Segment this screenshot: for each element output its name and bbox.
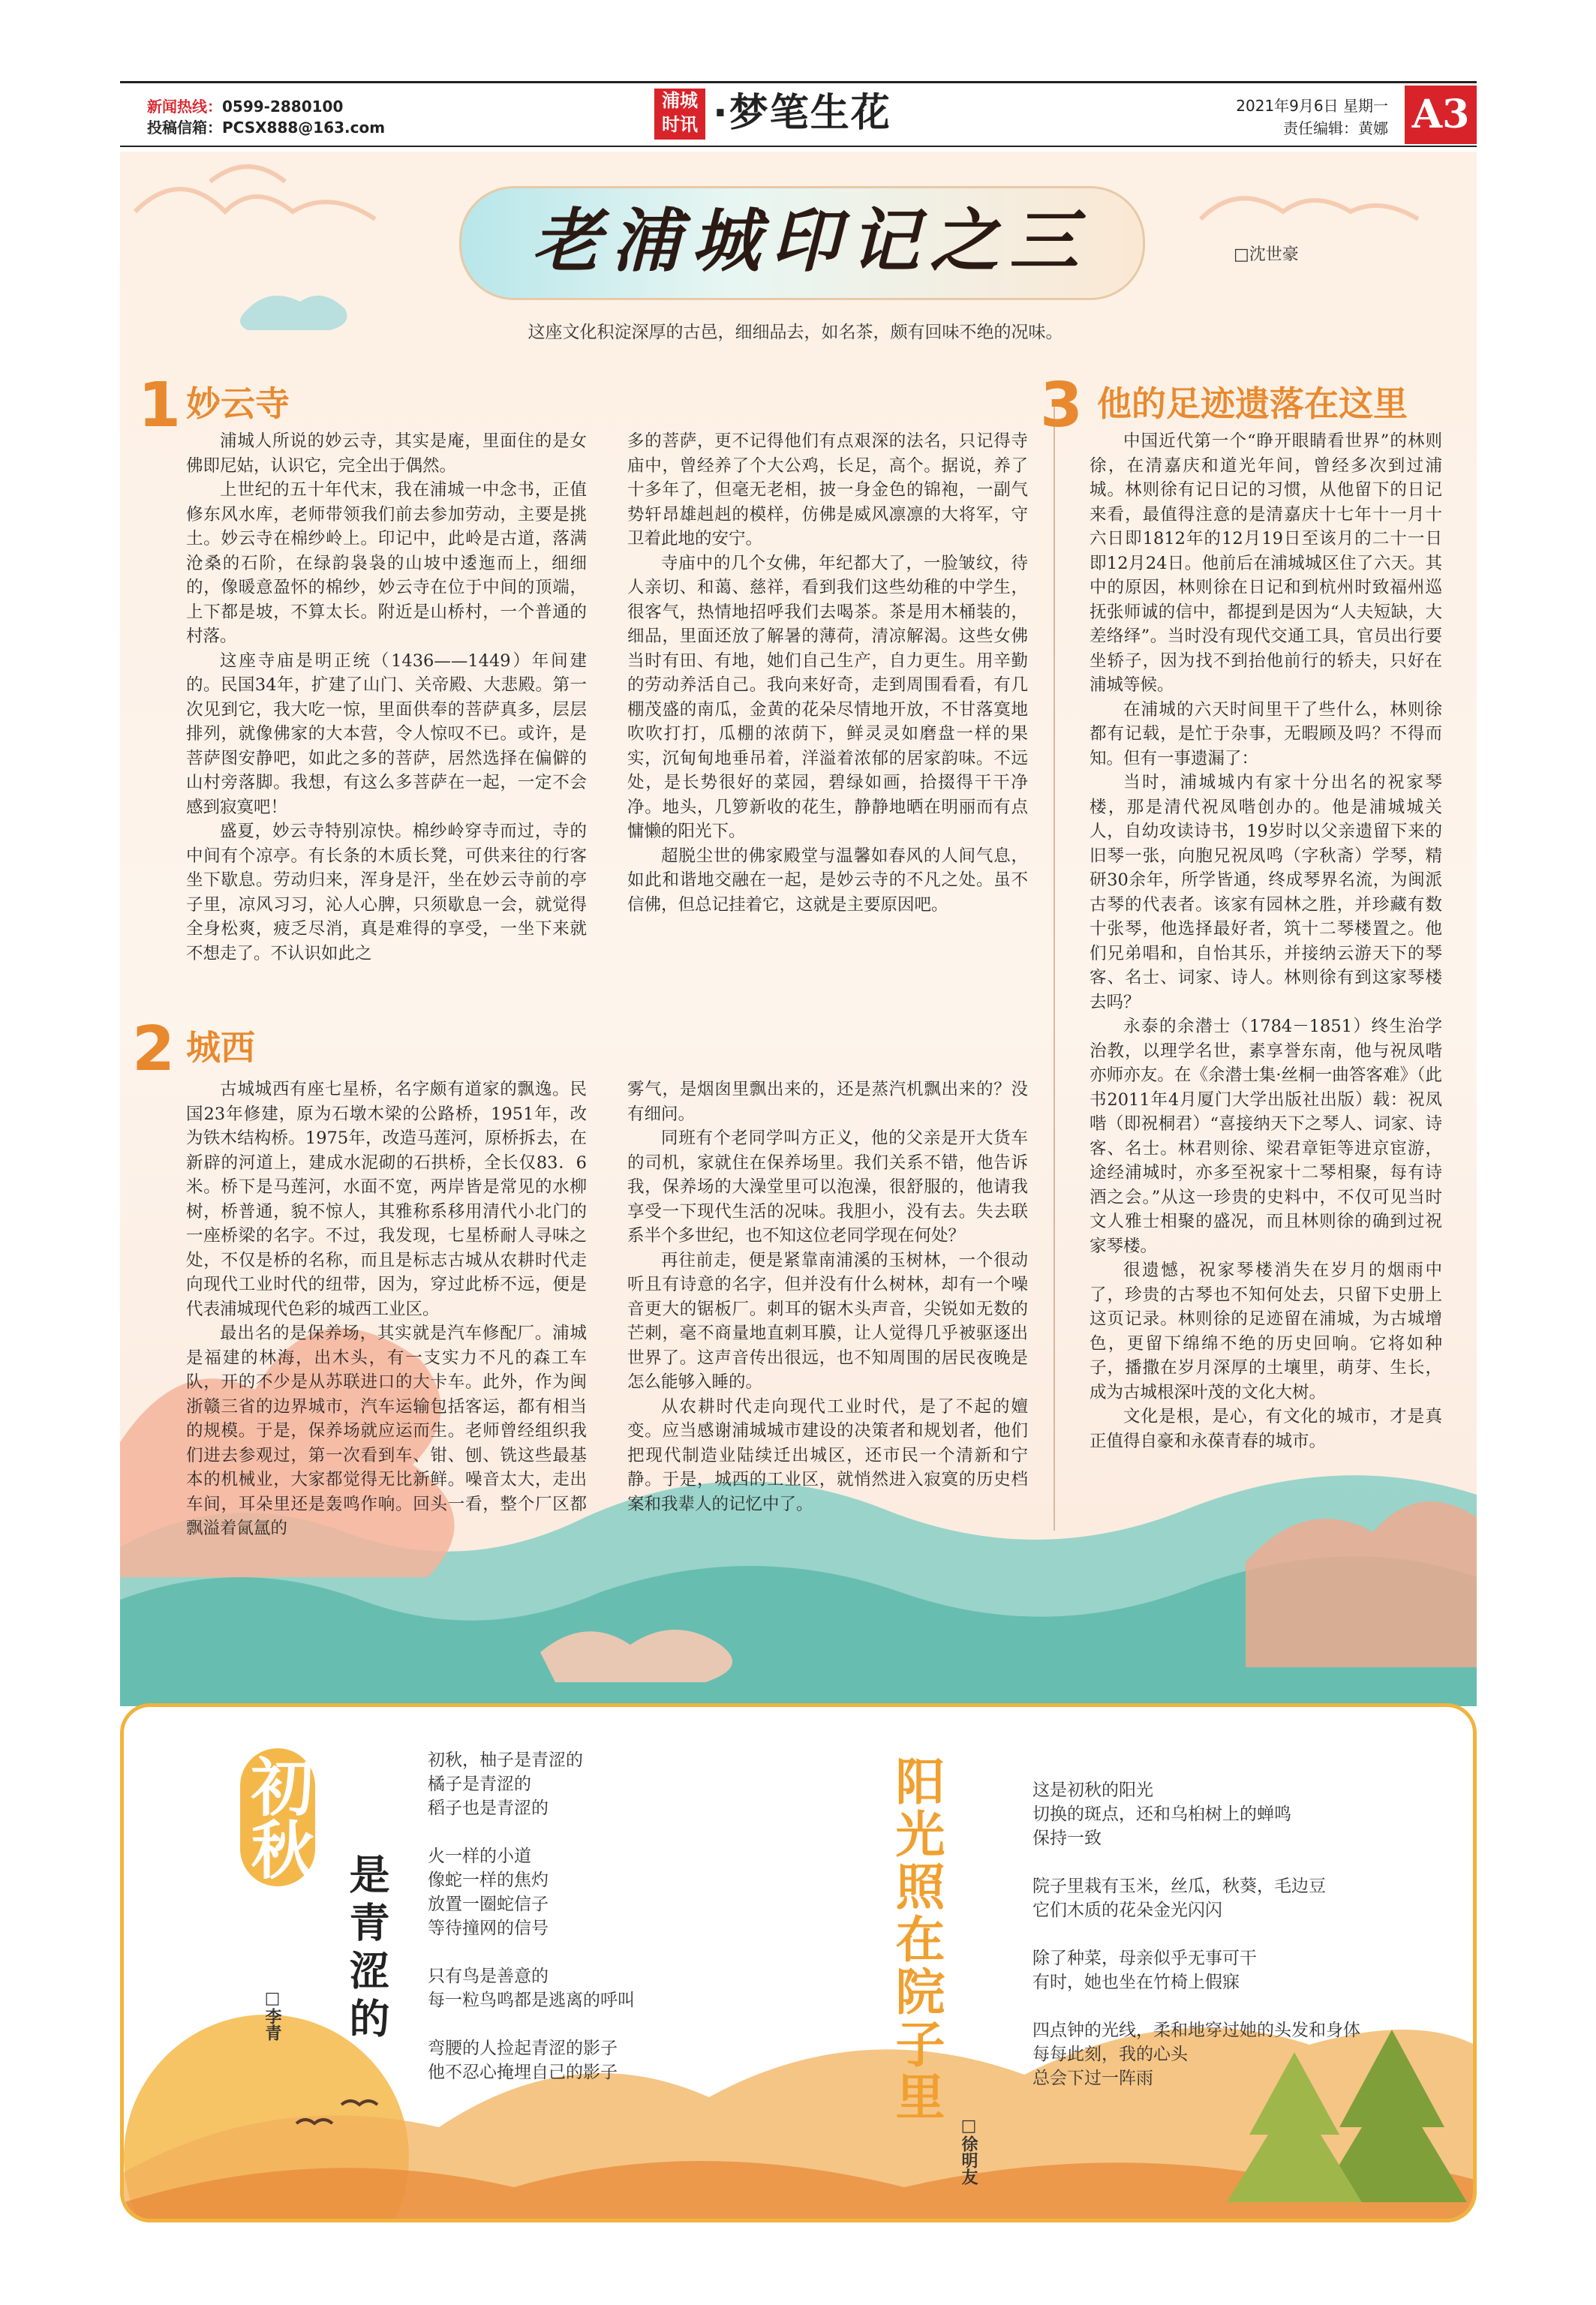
poem-line: 总会下过一阵雨 bbox=[1032, 2069, 1153, 2088]
poem-1-subtitle: 是青涩的 bbox=[343, 1853, 391, 2045]
paragraph: 很遗憾，祝家琴楼消失在岁月的烟雨中了，珍贵的古琴也不知何处去，只留下史册上这页记录。林则徐的足迹留在浦城，为古城增色，更留下绵绵不绝的历史回响。它将如种子，播撒在岁月深厚的土壤里，萌芽、生长，成为古城根深叶茂的文化大树。 bbox=[1090, 1261, 1442, 1402]
brand-line-2: 时讯 bbox=[662, 114, 698, 135]
paragraph: 在浦城的六天时间里干了些什么，林则徐都有记载，是忙于杂事，无暇顾及吗？不得而知。但有一事遗漏了： bbox=[1090, 699, 1442, 768]
paragraph: 当时，浦城城内有家十分出名的祝家琴楼，那是清代祝凤喈创办的。他是浦城城关人，自幼攻读诗书，19岁时以父亲遗留下来的旧琴一张，向胞兄祝凤鸣（字秋斋）学琴，精研30余年，所学皆通，终成琴界名流，为闽派古琴的代表者。该家有园林之胜，并珍藏有数十张琴，他选择最好者，筑十二琴楼置之。他们兄弟唱和，自怡其乐，并接纳云游天下的琴客、名士、词家、诗人。林则徐有到这家琴楼去吗？ bbox=[1090, 773, 1442, 1012]
paragraph: 上世纪的五十年代末，我在浦城一中念书，正值修东风水库，老师带领我们前去参加劳动，主要是挑土。妙云寺在棉纱岭上。印记中，此岭是古道，落满沧桑的石阶，在绿韵袅袅的山坡中逶迤而上，细细的，像暖意盈怀的棉纱，妙云寺在位于中间的顶端，上下都是坡，不算太长。附近是山桥村，一个普通的村落。 bbox=[186, 480, 587, 646]
poem-line: 院子里栽有玉米，丝瓜，秋葵，毛边豆 bbox=[1032, 1877, 1326, 1896]
poem-line: 等待撞网的信号 bbox=[428, 1919, 549, 1938]
paragraph: 超脱尘世的佛家殿堂与温馨如春风的人间气息，如此和谐地交融在一起，是妙云寺的不凡之处。虽不信佛，但总记挂着它，这就是主要原因吧。 bbox=[627, 846, 1028, 915]
section-2-column-2 bbox=[627, 1077, 1028, 1516]
section-1-number: 1 bbox=[138, 370, 182, 441]
stanza bbox=[1032, 1946, 1453, 1994]
stanza bbox=[428, 1844, 848, 1940]
email-value: PCSX888@163.com bbox=[222, 119, 386, 137]
poem-line: 橘子是青涩的 bbox=[428, 1775, 531, 1794]
header-bottom-rule bbox=[120, 146, 1477, 147]
poem-line: 这是初秋的阳光 bbox=[1032, 1781, 1153, 1800]
section-2-column-1 bbox=[186, 1077, 587, 1541]
contact-info bbox=[147, 96, 385, 138]
paragraph: 古城城西有座七星桥，名字颇有道家的飘逸。民国23年修建，原为石墩木梁的公路桥，1951年，改为铁木结构桥。1975年，改造马莲河，原桥拆去，在新辟的河道上，建成水泥砌的石拱桥，全长仅83．6米。桥下是马莲河，水面不宽，两岸皆是常见的水柳树，桥普通，貌不惊人，其雅称系移用清代小北门的一座桥梁的名字。不过，我发现，七星桥耐人寻味之处，不仅是桥的名称，而且是标志古城从农耕时代走向现代工业时代的纽带，因为，穿过此桥不远，便是代表浦城现代色彩的城西工业区。 bbox=[186, 1080, 587, 1319]
poem-line: 切换的斑点，还和乌桕树上的蝉鸣 bbox=[1032, 1805, 1291, 1824]
poem-line: 稻子也是青涩的 bbox=[428, 1799, 549, 1818]
hotline-value: 0599-2880100 bbox=[222, 98, 344, 116]
poem-line: 像蛇一样的焦灼 bbox=[428, 1871, 549, 1890]
hotline-label: 新闻热线： bbox=[147, 98, 222, 116]
date: 2021年9月6日 星期一 bbox=[1236, 97, 1388, 115]
poem-2-author: □徐明友 bbox=[959, 2116, 978, 2185]
section-1-column-1 bbox=[186, 429, 587, 966]
poem-line: 除了种菜，母亲似乎无事可干 bbox=[1032, 1949, 1257, 1968]
paragraph: 文化是根，是心，有文化的城市，才是真正值得自豪和永葆青春的城市。 bbox=[1090, 1407, 1442, 1451]
article-intro: 这座文化积淀深厚的古邑，细细品去，如名茶，颇有回味不绝的况味。 bbox=[527, 323, 1063, 342]
poem-line: 有时，她也坐在竹椅上假寐 bbox=[1032, 1973, 1240, 1992]
poem-line: 火一样的小道 bbox=[428, 1847, 531, 1866]
column-rule bbox=[1053, 405, 1055, 1531]
poem-line: 放置一圈蛇信子 bbox=[428, 1895, 549, 1914]
section-3-number: 3 bbox=[1040, 370, 1084, 441]
poem-line: 四点钟的光线，柔和地穿过她的头发和身体 bbox=[1032, 2021, 1360, 2040]
stanza bbox=[1032, 1874, 1453, 1922]
stanza bbox=[428, 2036, 848, 2084]
paragraph: 最出名的是保养场，其实就是汽车修配厂。浦城是福建的林海，出木头，有一支实力不凡的森工车队，开的不少是从苏联进口的大卡车。此外，作为闽浙赣三省的边界城市，汽车运输包括客运，都有相当的规模。于是，保养场就应运而生。老师曾经组织我们进去参观过，第一次看到车、钳、刨、铣这些最基本的机械业，大家都觉得无比新鲜。噪音太大，走出车间，耳朵里还是轰鸣作响。回头一看，整个厂区都飘溢着氤氲的 bbox=[186, 1324, 587, 1538]
brand-line-1: 浦城 bbox=[662, 90, 698, 111]
paragraph: 再往前走，便是紧靠南浦溪的玉树林，一个很动听且有诗意的名字，但并没有什么树林，却有一个噪音更大的锯板厂。刺耳的锯木头声音，尖锐如无数的芒刺，毫不商量地直刺耳膜，让人觉得几乎被驱逐出世界了。这声音传出很远，也不知周围的居民夜晚是怎么能够入睡的。 bbox=[627, 1250, 1028, 1392]
paragraph: 从农耕时代走向现代工业时代，是了不起的嬗变。应当感谢浦城城市建设的决策者和规划者，他们把现代制造业陆续迁出城区，还市民一个清新和宁静。于是，城西的工业区，就悄然进入寂寞的历史档案和我辈人的记忆中了。 bbox=[627, 1396, 1028, 1514]
paragraph: 这座寺庙是明正统（1436——1449）年间建的。民国34年，扩建了山门、关帝殿、大悲殿。第一次见到它，我大吃一惊，里面供奉的菩萨真多，层层排列，就像佛家的大本营，令人惊叹不已。或许，是菩萨图安静吧，如此之多的菩萨，居然选择在偏僻的山村旁落脚。我想，有这么多菩萨在一起，一定不会感到寂寞吧！ bbox=[186, 651, 587, 817]
paragraph: 浦城人所说的妙云寺，其实是庵，里面住的是女佛即尼姑，认识它，完全出于偶然。 bbox=[186, 431, 587, 476]
paragraph: 同班有个老同学叫方正义，他的父亲是开大货车的司机，家就住在保养场里。我们关系不错，他告诉我，保养场的大澡堂里可以泡澡，很舒服的，他请我享受一下现代生活的况味。我胆小，没有去。失去联系半个多世纪，也不知这位老同学现在何处？ bbox=[627, 1128, 1028, 1246]
article-title: 老浦城印记之三 bbox=[531, 200, 1089, 281]
section-1-heading: 妙云寺 bbox=[186, 383, 290, 424]
paragraph: 雾气，是烟囱里飘出来的，还是蒸汽机飘出来的？没有细问。 bbox=[627, 1080, 1028, 1124]
poem-line: 每一粒鸟鸣都是逃离的呼叫 bbox=[428, 1991, 635, 2010]
poem-line: 只有鸟是善意的 bbox=[428, 1967, 549, 1986]
paragraph: 多的菩萨，更不记得他们有点艰深的法名，只记得寺庙中，曾经养了个大公鸡，长足，高个。据说，养了十多年了，但毫无老相，披一身金色的锦袍，一副气势轩昂雄赳赳的模样，仿佛是威风凛凛的大将军，守卫着此地的安宁。 bbox=[627, 431, 1028, 548]
editor: 责任编辑：黄娜 bbox=[1283, 119, 1388, 137]
byline: □沈世豪 bbox=[1234, 245, 1299, 264]
stanza bbox=[428, 1748, 848, 1820]
poem-line: 他不忍心掩埋自己的影子 bbox=[428, 2063, 618, 2082]
poem-1-body bbox=[428, 1748, 848, 2108]
section-3-column bbox=[1090, 429, 1442, 1453]
poem-line: 它们木质的花朵金光闪闪 bbox=[1032, 1901, 1222, 1920]
poem-1-title-main bbox=[240, 1748, 315, 1886]
email-label: 投稿信箱： bbox=[147, 119, 222, 137]
section-title: ·梦笔生花 bbox=[713, 91, 891, 136]
stanza bbox=[1032, 2018, 1453, 2090]
stanza bbox=[1032, 1778, 1453, 1850]
paragraph: 永泰的余潜士（1784－1851）终生治学治教，以理学名世，素享誉东南，他与祝凤喈亦师亦友。在《余潜士集·丝桐一曲答客难》（此书2011年4月厦门大学出版社出版）载：祝凤喈（即祝桐君）“喜接纳天下之琴人、词家、诗客、名士。林君则徐、梁君章钜等进京宦游，途经浦城时，亦多至祝家十二琴相聚，每有诗酒之会。”从这一珍贵的史料中，不仅可见当时文人雅士相聚的盛况，而且林则徐的确到过祝家琴楼。 bbox=[1090, 1017, 1442, 1256]
poem-line: 每每此刻，我的心头 bbox=[1032, 2045, 1188, 2064]
section-2-number: 2 bbox=[132, 1014, 176, 1085]
poem-line: 弯腰的人捡起青涩的影子 bbox=[428, 2039, 618, 2058]
poem-1-author: □李青 bbox=[263, 1988, 282, 2041]
poem-1-title-text: 初秋 bbox=[240, 1748, 315, 1886]
poem-2-title: 阳光照在院子里 bbox=[887, 1756, 945, 2123]
paragraph: 寺庙中的几个女佛，年纪都大了，一脸皱纹，待人亲切、和蔼、慈祥，看到我们这些幼稚的中学生，很客气，热情地招呼我们去喝茶。茶是用木桶装的，细品，里面还放了解暑的薄荷，清凉解渴。这些女佛当时有田、有地，她们自己生产，自力更生。用辛勤的劳动养活自己。我向来好奇，走到周围看看，有几棚茂盛的南瓜，金黄的花朵尽情地开放，不甘落寞地吹吹打打，瓜棚的浓荫下，鲜灵灵如磨盘一样的果实，沉甸甸地垂吊着，洋溢着浓郁的居家韵味。不远处，是长势很好的菜园，碧绿如画，拾掇得干干净净。地头，几箩新收的花生，静静地晒在明丽而有点慵懒的阳光下。 bbox=[627, 553, 1028, 841]
paragraph: 盛夏，妙云寺特别凉快。棉纱岭穿寺而过，寺的中间有个凉亭。有长条的木质长凳，可供来往的行客坐下歇息。劳动归来，浑身是汗，坐在妙云寺前的亭子里，凉风习习，沁人心脾，只须歇息一会，就觉得全身松爽，疲乏尽消，真是难得的享受，一坐下来就不想走了。不认识如此之 bbox=[186, 822, 587, 963]
brand-logo bbox=[654, 89, 705, 140]
header-top-rule bbox=[120, 81, 1477, 83]
poem-2-body bbox=[1032, 1778, 1453, 2114]
poem-line: 初秋，柚子是青涩的 bbox=[428, 1751, 583, 1770]
section-3-heading: 他的足迹遗落在这里 bbox=[1097, 383, 1408, 424]
section-2-heading: 城西 bbox=[186, 1027, 255, 1068]
section-1-column-2 bbox=[627, 429, 1028, 917]
dateline bbox=[1216, 95, 1388, 140]
page-number: A3 bbox=[1405, 86, 1477, 144]
poem-line: 保持一致 bbox=[1032, 1829, 1102, 1848]
paragraph: 中国近代第一个“睁开眼睛看世界”的林则徐，在清嘉庆和道光年间，曾经多次到过浦城。林则徐有记日记的习惯，从他留下的日记来看，最值得注意的是清嘉庆十七年十一月十六日即1812年的12月19日至该月的二十一日即12月24日。他前后在浦城城区住了六天。其中的原因，林则徐在日记和到杭州时致福州巡抚张师诚的信中，都提到是因为“人夫短缺，大差络绎”。当时没有现代交通工具，官员出行要坐轿子，因为找不到抬他前行的轿夫，只好在浦城等候。 bbox=[1090, 431, 1442, 695]
stanza bbox=[428, 1964, 848, 2012]
